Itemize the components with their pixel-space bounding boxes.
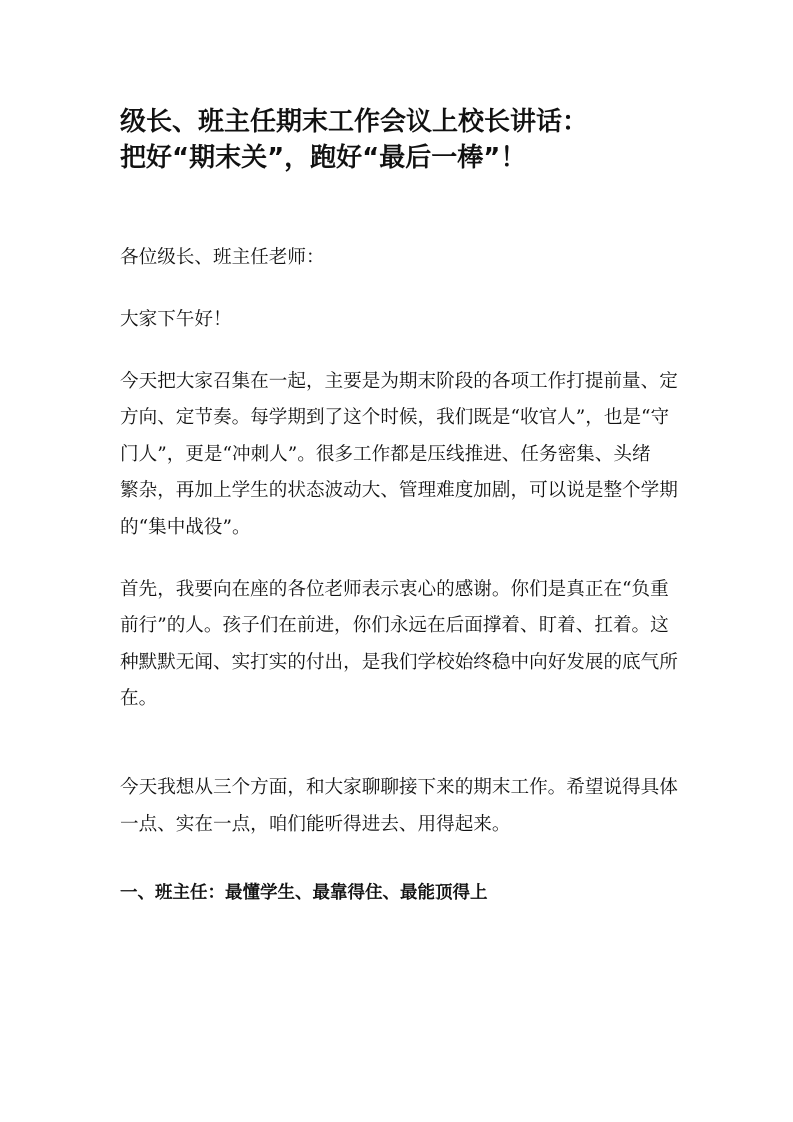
paragraph-line: 方向、定节奏。每学期到了这个时候，我们既是“收官人”，也是“守 <box>120 407 670 428</box>
paragraph-line: 的“集中战役”。 <box>120 517 251 538</box>
paragraph-line: 前行”的人。孩子们在前进，你们永远在后面撑着、盯着、扛着。这 <box>120 615 669 636</box>
paragraph-line: 一点、实在一点，咱们能听得进去、用得起来。 <box>120 814 511 835</box>
paragraph-line: 今天我想从三个方面，和大家聊聊接下来的期末工作。希望说得具体 <box>120 777 678 798</box>
title-line-2: 把好“期末关”，跑好“最后一棒”！ <box>120 143 527 173</box>
paragraph-line: 在。 <box>120 688 158 709</box>
paragraph-line: 首先，我要向在座的各位老师表示衷心的感谢。你们是真正在“负重 <box>120 579 669 600</box>
title-line-1: 级长、班主任期末工作会议上校长讲话： <box>120 107 589 137</box>
hello: 大家下午好！ <box>120 309 232 330</box>
greeting: 各位级长、班主任老师： <box>120 247 325 268</box>
paragraph-line: 繁杂，再加上学生的状态波动大、管理难度加剧，可以说是整个学期 <box>120 480 678 501</box>
paragraph-line: 门人”，更是“冲刺人”。很多工作都是压线推进、任务密集、头绪 <box>120 444 651 465</box>
paragraph-line: 种默默无闻、实打实的付出，是我们学校始终稳中向好发展的底气所 <box>120 652 678 673</box>
section-heading-1: 一、班主任：最懂学生、最靠得住、最能顶得上 <box>120 883 488 903</box>
paragraph-line: 今天把大家召集在一起，主要是为期末阶段的各项工作打提前量、定 <box>120 371 678 392</box>
